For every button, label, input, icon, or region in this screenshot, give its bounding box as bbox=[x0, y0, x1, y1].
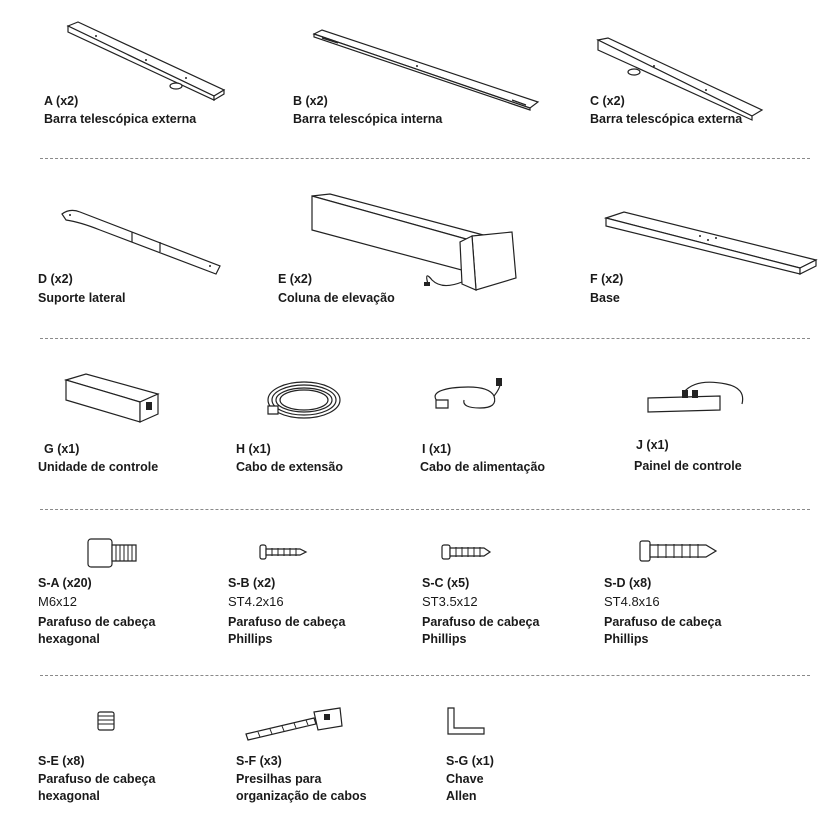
phillips-screw-icon bbox=[258, 543, 308, 561]
inner-telescopic-bar-icon bbox=[312, 28, 540, 110]
part-code: C (x2) bbox=[590, 94, 625, 108]
cable-tie-icon bbox=[244, 706, 346, 742]
hardware-spec: ST4.2x16 bbox=[228, 594, 284, 609]
hardware-name: Presilhas para bbox=[236, 772, 322, 786]
hardware-code: S-B (x2) bbox=[228, 576, 276, 590]
part-code: I (x1) bbox=[422, 442, 452, 456]
hardware-name: Parafuso de cabeça bbox=[604, 615, 722, 629]
side-support-icon bbox=[60, 208, 225, 278]
hardware-code: S-G (x1) bbox=[446, 754, 494, 768]
allen-key-icon bbox=[446, 706, 486, 736]
part-name: Barra telescópica externa bbox=[44, 112, 197, 126]
hardware-code: S-E (x8) bbox=[38, 754, 85, 768]
hardware-name: hexagonal bbox=[38, 632, 100, 646]
hardware-spec: ST3.5x12 bbox=[422, 594, 478, 609]
part-name: Barra telescópica interna bbox=[293, 112, 443, 126]
hardware-code: S-A (x20) bbox=[38, 576, 92, 590]
part-code: H (x1) bbox=[236, 442, 271, 456]
section-divider bbox=[40, 338, 810, 339]
hardware-name: Parafuso de cabeça bbox=[38, 615, 156, 629]
part-name: Cabo de extensão bbox=[236, 460, 343, 474]
part-code: F (x2) bbox=[590, 272, 624, 286]
hardware-code: S-F (x3) bbox=[236, 754, 282, 768]
part-name: Barra telescópica externa bbox=[590, 112, 743, 126]
control-panel-icon bbox=[646, 374, 756, 422]
section-divider bbox=[40, 509, 810, 510]
hardware-name: Phillips bbox=[604, 632, 649, 646]
phillips-screw-icon bbox=[638, 539, 718, 563]
hardware-name: Phillips bbox=[422, 632, 467, 646]
part-name: Base bbox=[590, 291, 620, 305]
hardware-name: Parafuso de cabeça bbox=[422, 615, 540, 629]
part-code: E (x2) bbox=[278, 272, 313, 286]
section-divider bbox=[40, 675, 810, 676]
hardware-code: S-D (x8) bbox=[604, 576, 652, 590]
part-code: B (x2) bbox=[293, 94, 328, 108]
hardware-spec: M6x12 bbox=[38, 594, 78, 609]
hardware-name: Phillips bbox=[228, 632, 273, 646]
section-divider bbox=[40, 158, 810, 159]
hardware-spec: ST4.8x16 bbox=[604, 594, 660, 609]
set-screw-icon bbox=[96, 710, 116, 732]
hex-bolt-icon bbox=[86, 537, 140, 569]
hardware-name: Allen bbox=[446, 789, 477, 803]
phillips-screw-icon bbox=[440, 543, 492, 561]
part-code: D (x2) bbox=[38, 272, 73, 286]
base-foot-icon bbox=[604, 212, 818, 274]
hardware-name: organização de cabos bbox=[236, 789, 367, 803]
part-name: Painel de controle bbox=[634, 459, 742, 473]
extension-cable-icon bbox=[262, 378, 344, 422]
hardware-name: Chave bbox=[446, 772, 484, 786]
hardware-name: Parafuso de cabeça bbox=[38, 772, 156, 786]
power-cable-icon bbox=[422, 378, 514, 418]
part-code: G (x1) bbox=[44, 442, 80, 456]
part-code: J (x1) bbox=[636, 438, 669, 452]
part-code: A (x2) bbox=[44, 94, 79, 108]
lifting-column-icon bbox=[312, 194, 522, 304]
hardware-name: hexagonal bbox=[38, 789, 100, 803]
hardware-name: Parafuso de cabeça bbox=[228, 615, 346, 629]
outer-telescopic-bar-icon bbox=[66, 20, 231, 100]
part-name: Cabo de alimentação bbox=[420, 460, 546, 474]
part-name: Coluna de elevação bbox=[278, 291, 395, 305]
part-name: Suporte lateral bbox=[38, 291, 126, 305]
control-box-icon bbox=[62, 374, 162, 426]
hardware-code: S-C (x5) bbox=[422, 576, 470, 590]
part-name: Unidade de controle bbox=[38, 460, 159, 474]
